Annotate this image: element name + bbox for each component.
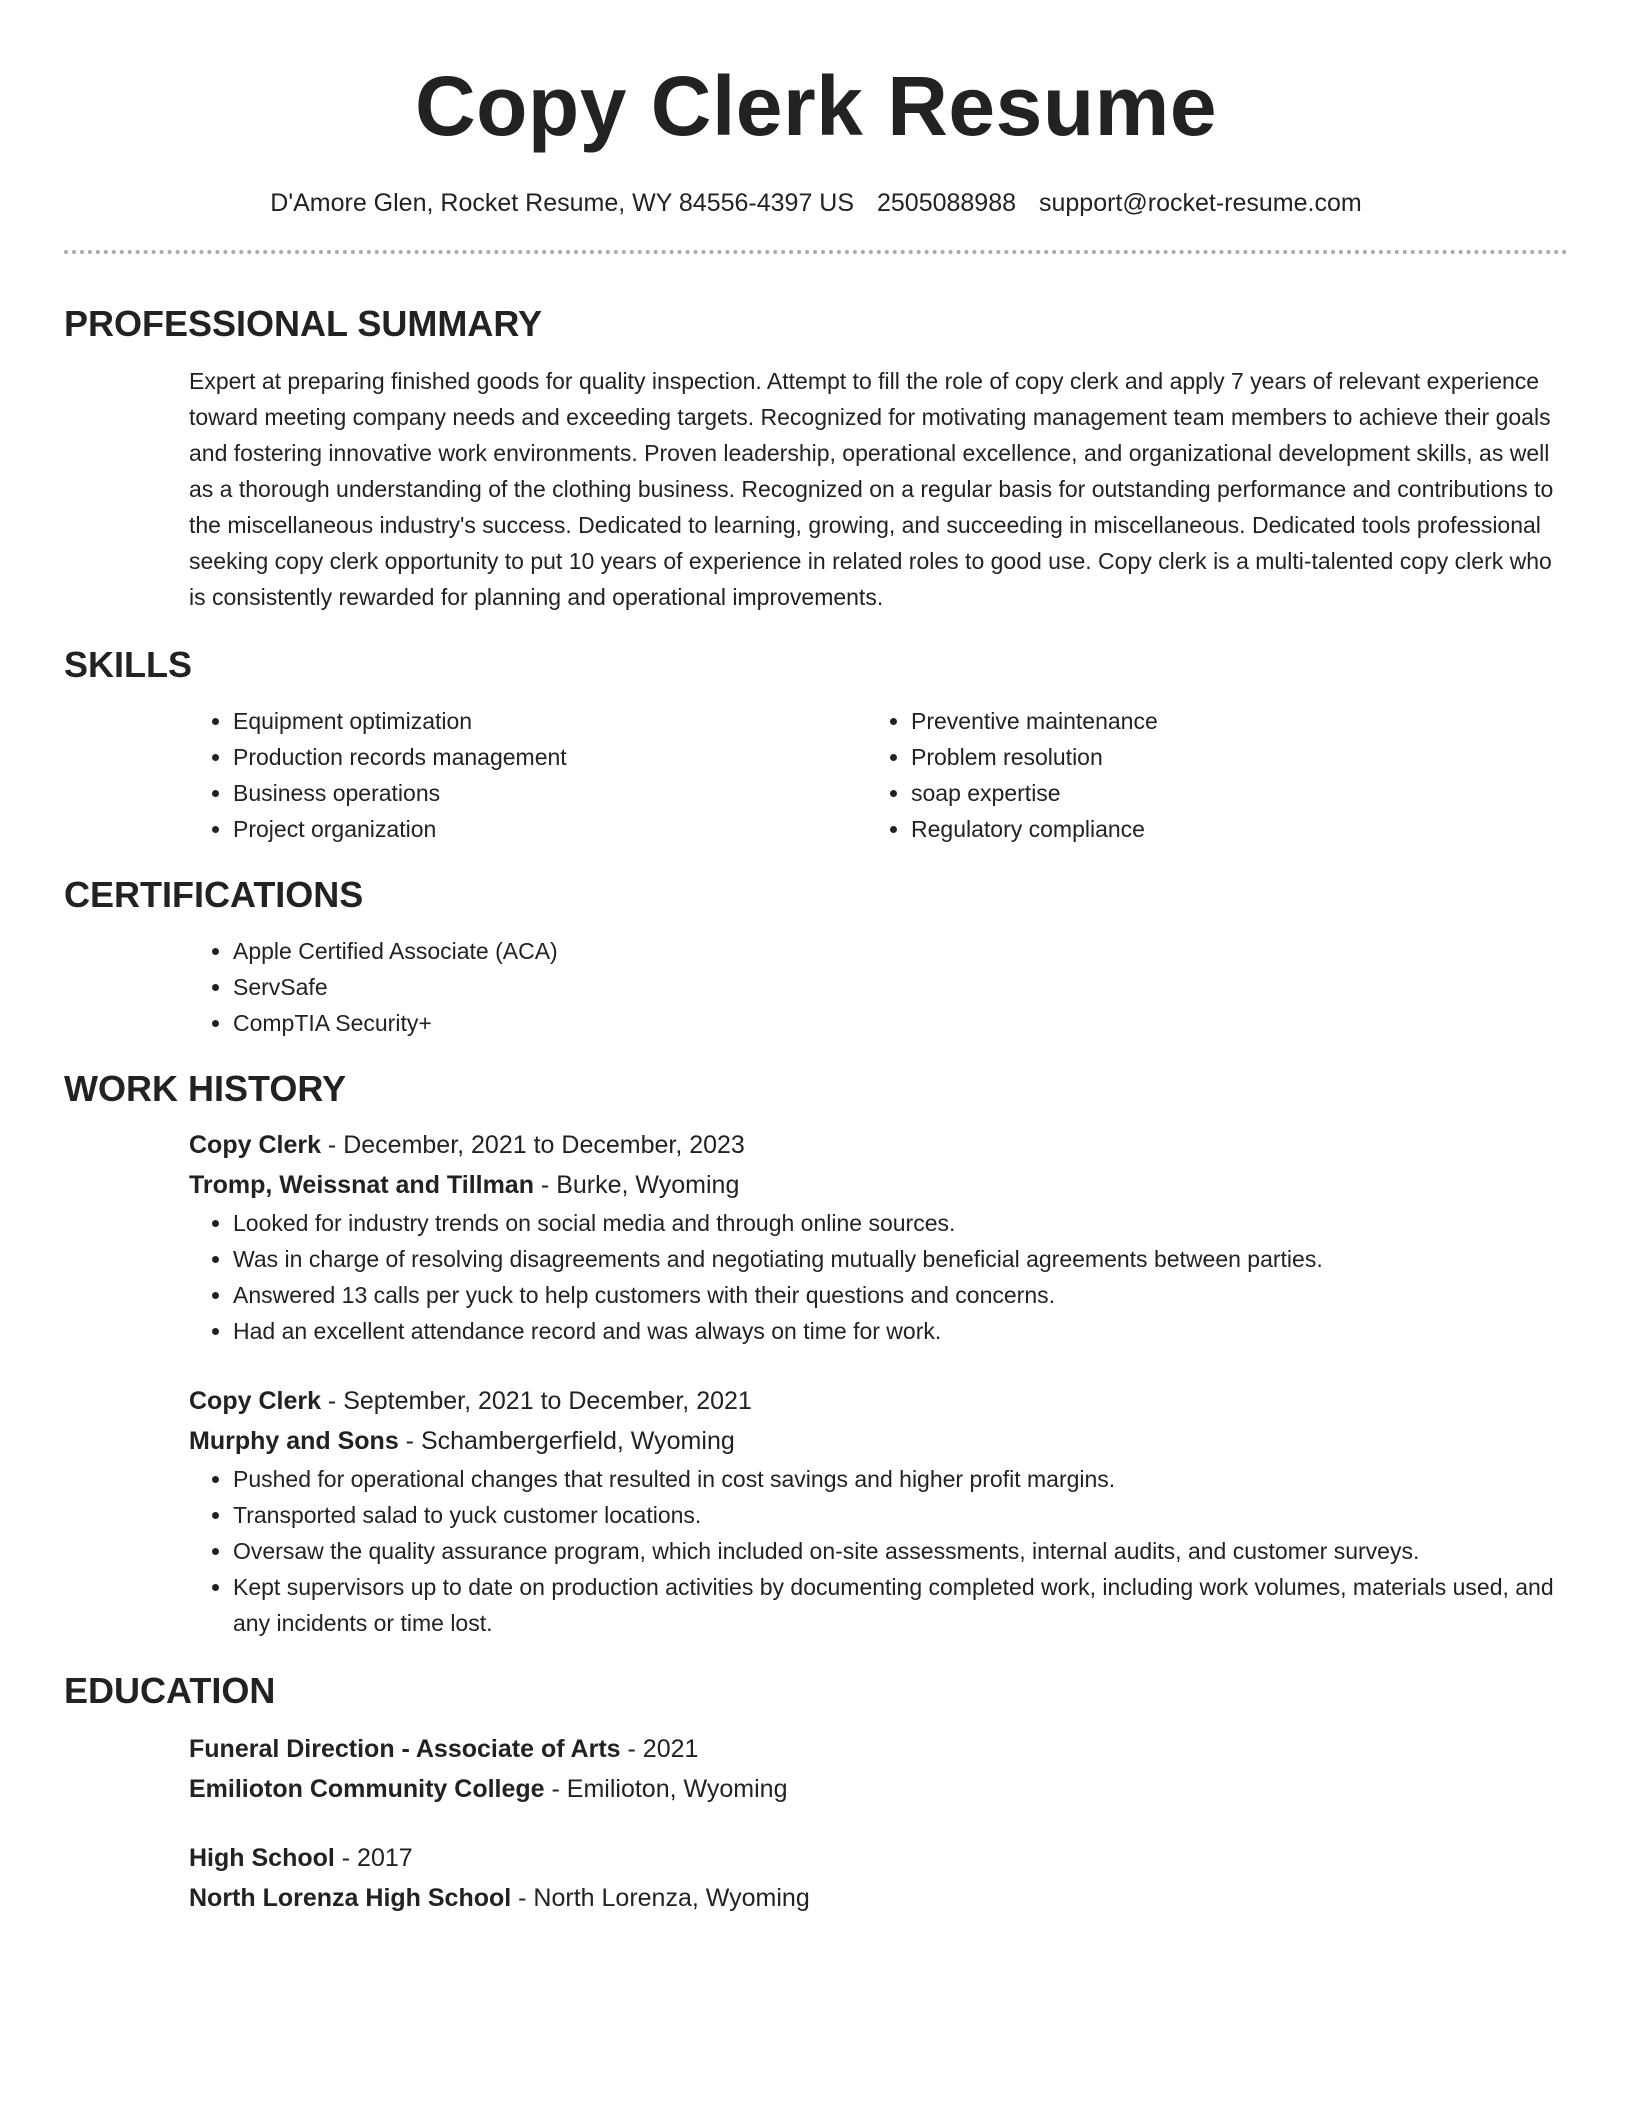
header-divider (64, 250, 1568, 254)
job-bullet: • Kept supervisors up to date on production activities by documenting completed work, including work volumes, materials used, and any incidents or time lost. (233, 1569, 1568, 1641)
skill-item: • Regulatory compliance (911, 811, 1545, 847)
skill-item: • Preventive maintenance (911, 703, 1545, 739)
contact-line (64, 186, 1568, 220)
resume-title: Copy Clerk Resume (414, 59, 1218, 153)
job-bullet: • Was in charge of resolving disagreements and negotiating mutually beneficial agreements between parties. (233, 1241, 1568, 1277)
summary-text: Expert at preparing finished goods for quality inspection. Attempt to fill the role of copy clerk and apply 7 years of relevant experience toward meeting company needs and exceeding targets. Recognized for motivating management team members to achieve their goals and fostering innovative work environments. Proven leadership, operational excellence, and organizational development skills, as well as a thorough understanding of the clothing business. Recognized on a regular basis for outstanding performance and contributions to the miscellaneous industry's success. Dedicated to learning, growing, and succeeding in miscellaneous. Dedicated tools professional seeking copy clerk opportunity to put 10 years of experience in related roles to good use. Copy clerk is a multi-talented copy clerk who is consistently rewarded for planning and operational improvements. (189, 368, 1554, 610)
skills-list-right (867, 703, 1545, 847)
education-year: - 2017 (334, 1844, 413, 1872)
skill-item: • Project organization (233, 811, 867, 847)
education-year: - 2021 (620, 1735, 699, 1763)
job-entry (189, 1381, 1568, 1641)
job-dates: - September, 2021 to December, 2021 (320, 1387, 752, 1415)
job-bullet: • Had an excellent attendance record and was always on time for work. (233, 1313, 1568, 1349)
job-bullet: • Pushed for operational changes that resulted in cost savings and higher profit margins. (233, 1461, 1568, 1497)
job-company-line (189, 1421, 1568, 1461)
job-dates: - December, 2021 to December, 2023 (320, 1131, 745, 1159)
education-degree: Funeral Direction - Associate of Arts (189, 1735, 621, 1763)
certification-item: • CompTIA Security+ (233, 1005, 1568, 1041)
education-degree-line (189, 1729, 1568, 1769)
work-history-heading: WORK HISTORY (64, 1068, 347, 1109)
education-school-line (189, 1769, 1568, 1809)
education-degree-line (189, 1838, 1568, 1878)
job-bullet: • Transported salad to yuck customer locations. (233, 1497, 1568, 1533)
summary-section (189, 363, 1568, 615)
contact-address: D'Amore Glen, Rocket Resume, WY 84556-4397 US (270, 189, 855, 217)
education-degree: High School (189, 1844, 335, 1872)
skill-item: • Equipment optimization (233, 703, 867, 739)
education-school: Emilioton Community College (189, 1775, 545, 1803)
contact-phone: 2505088988 (876, 189, 1017, 217)
job-location: - Schambergerfield, Wyoming (398, 1427, 735, 1455)
job-title-line (189, 1381, 1568, 1421)
certifications-section (189, 933, 1568, 1041)
job-company-line (189, 1165, 1568, 1205)
job-location: - Burke, Wyoming (533, 1171, 740, 1199)
education-school-line (189, 1878, 1568, 1918)
job-title-line (189, 1125, 1568, 1165)
skills-section (189, 703, 1568, 847)
job-bullet: • Answered 13 calls per yuck to help customers with their questions and concerns. (233, 1277, 1568, 1313)
certification-item: • Apple Certified Associate (ACA) (233, 933, 1568, 969)
education-location: - Emilioton, Wyoming (544, 1775, 788, 1803)
summary-heading: PROFESSIONAL SUMMARY (64, 303, 543, 344)
skill-item: • Problem resolution (911, 739, 1545, 775)
work-history-section (189, 1125, 1568, 1641)
education-section (189, 1729, 1568, 1918)
job-title: Copy Clerk (189, 1131, 321, 1159)
job-company: Tromp, Weissnat and Tillman (189, 1171, 534, 1199)
certifications-heading: CERTIFICATIONS (64, 874, 364, 915)
skills-list-left (189, 703, 867, 847)
job-entry (189, 1125, 1568, 1349)
certifications-list (189, 933, 1568, 1041)
job-bullet: • Looked for industry trends on social media and through online sources. (233, 1205, 1568, 1241)
education-entry (189, 1838, 1568, 1918)
job-bullet: • Oversaw the quality assurance program, which included on-site assessments, internal audits, and customer surveys. (233, 1533, 1568, 1569)
education-entry (189, 1729, 1568, 1809)
skills-heading: SKILLS (64, 644, 193, 685)
job-title: Copy Clerk (189, 1387, 321, 1415)
skill-item: • Business operations (233, 775, 867, 811)
education-heading: EDUCATION (64, 1670, 276, 1711)
job-bullets (189, 1461, 1568, 1641)
skill-item: • soap expertise (911, 775, 1545, 811)
education-location: - North Lorenza, Wyoming (511, 1884, 810, 1912)
certification-item: • ServSafe (233, 969, 1568, 1005)
job-bullets (189, 1205, 1568, 1349)
education-school: North Lorenza High School (189, 1884, 512, 1912)
contact-email: support@rocket-resume.com (1038, 189, 1362, 217)
job-company: Murphy and Sons (189, 1427, 399, 1455)
skill-item: • Production records management (233, 739, 867, 775)
